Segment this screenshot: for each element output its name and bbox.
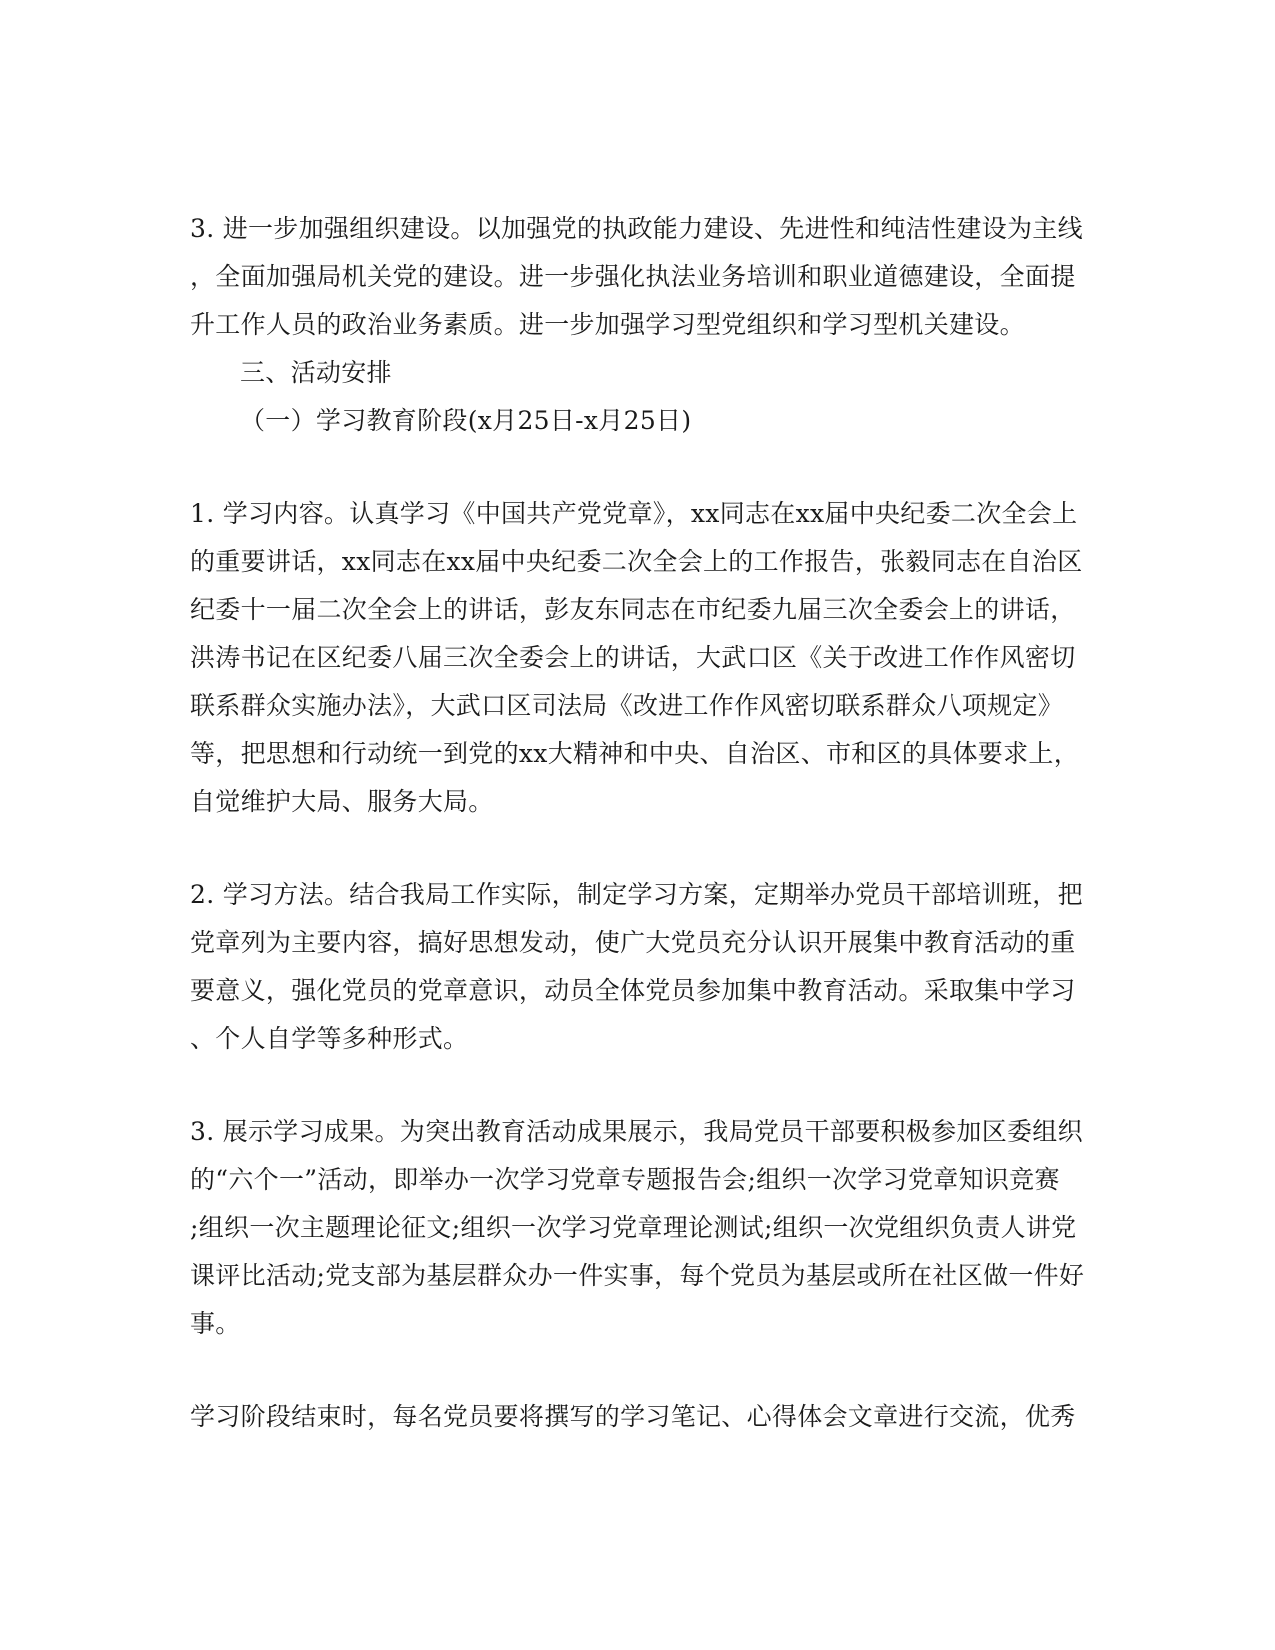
text-line: 联系群众实施办法》，大武口区司法局《改进工作作风密切联系群众八项规定》: [190, 691, 1064, 720]
paragraph-organization-building: [190, 205, 1083, 349]
text-line: 学习阶段结束时，每名党员要将撰写的学习笔记、心得体会文章进行交流，优秀: [190, 1402, 1076, 1431]
text-line: 党章列为主要内容，搞好思想发动，使广大党员充分认识开展集中教育活动的重: [190, 928, 1076, 957]
subsection-heading-study-stage: [190, 397, 1070, 445]
section-heading-activity-arrangement: [190, 349, 1070, 397]
text-line: ，全面加强局机关党的建设。进一步强化执法业务培训和职业道德建设，全面提: [190, 262, 1076, 291]
heading-text: 三、活动安排: [240, 358, 392, 387]
text-line: 1. 学习内容。认真学习《中国共产党党章》，xx同志在xx届中央纪委二次全会上: [190, 499, 1078, 528]
paragraph-study-content: [190, 490, 1083, 826]
text-line: 升工作人员的政治业务素质。进一步加强学习型党组织和学习型机关建设。: [190, 310, 1025, 339]
text-line: 事。: [190, 1309, 241, 1338]
text-line: 纪委十一届二次全会上的讲话，彭友东同志在市纪委九届三次全委会上的讲话，: [190, 595, 1076, 624]
paragraph-gap: [190, 1063, 1070, 1108]
text-line: 要意义，强化党员的党章意识，动员全体党员参加集中教育活动。采取集中学习: [190, 976, 1076, 1005]
heading-text: （一）学习教育阶段(x月25日-x月25日): [240, 406, 692, 435]
text-line: 3. 展示学习成果。为突出教育活动成果展示，我局党员干部要积极参加区委组织: [190, 1117, 1083, 1146]
text-line: 、个人自学等多种形式。: [190, 1024, 469, 1053]
text-line: 2. 学习方法。结合我局工作实际，制定学习方案，定期举办党员干部培训班，把: [190, 880, 1083, 909]
paragraph-stage-end: [190, 1393, 1076, 1441]
paragraph-gap: [190, 445, 1070, 490]
text-line: 的“六个一”活动，即举办一次学习党章专题报告会;组织一次学习党章知识竞赛: [190, 1165, 1060, 1194]
text-line: 等，把思想和行动统一到党的xx大精神和中央、自治区、市和区的具体要求上，: [190, 739, 1080, 768]
text-line: 洪涛书记在区纪委八届三次全委会上的讲话，大武口区《关于改进工作作风密切: [190, 643, 1076, 672]
paragraph-gap: [190, 826, 1070, 871]
paragraph-study-method: [190, 871, 1083, 1063]
paragraph-gap: [190, 1348, 1070, 1393]
text-line: 3. 进一步加强组织建设。以加强党的执政能力建设、先进性和纯洁性建设为主线: [190, 214, 1083, 243]
text-line: 自觉维护大局、服务大局。: [190, 787, 494, 816]
document-body: [190, 205, 1085, 1441]
paragraph-study-results: [190, 1108, 1085, 1348]
text-line: ;组织一次主题理论征文;组织一次学习党章理论测试;组织一次党组织负责人讲党: [190, 1213, 1077, 1242]
text-line: 的重要讲话，xx同志在xx届中央纪委二次全会上的工作报告，张毅同志在自治区: [190, 547, 1083, 576]
text-line: 课评比活动;党支部为基层群众办一件实事，每个党员为基层或所在社区做一件好: [190, 1261, 1085, 1290]
